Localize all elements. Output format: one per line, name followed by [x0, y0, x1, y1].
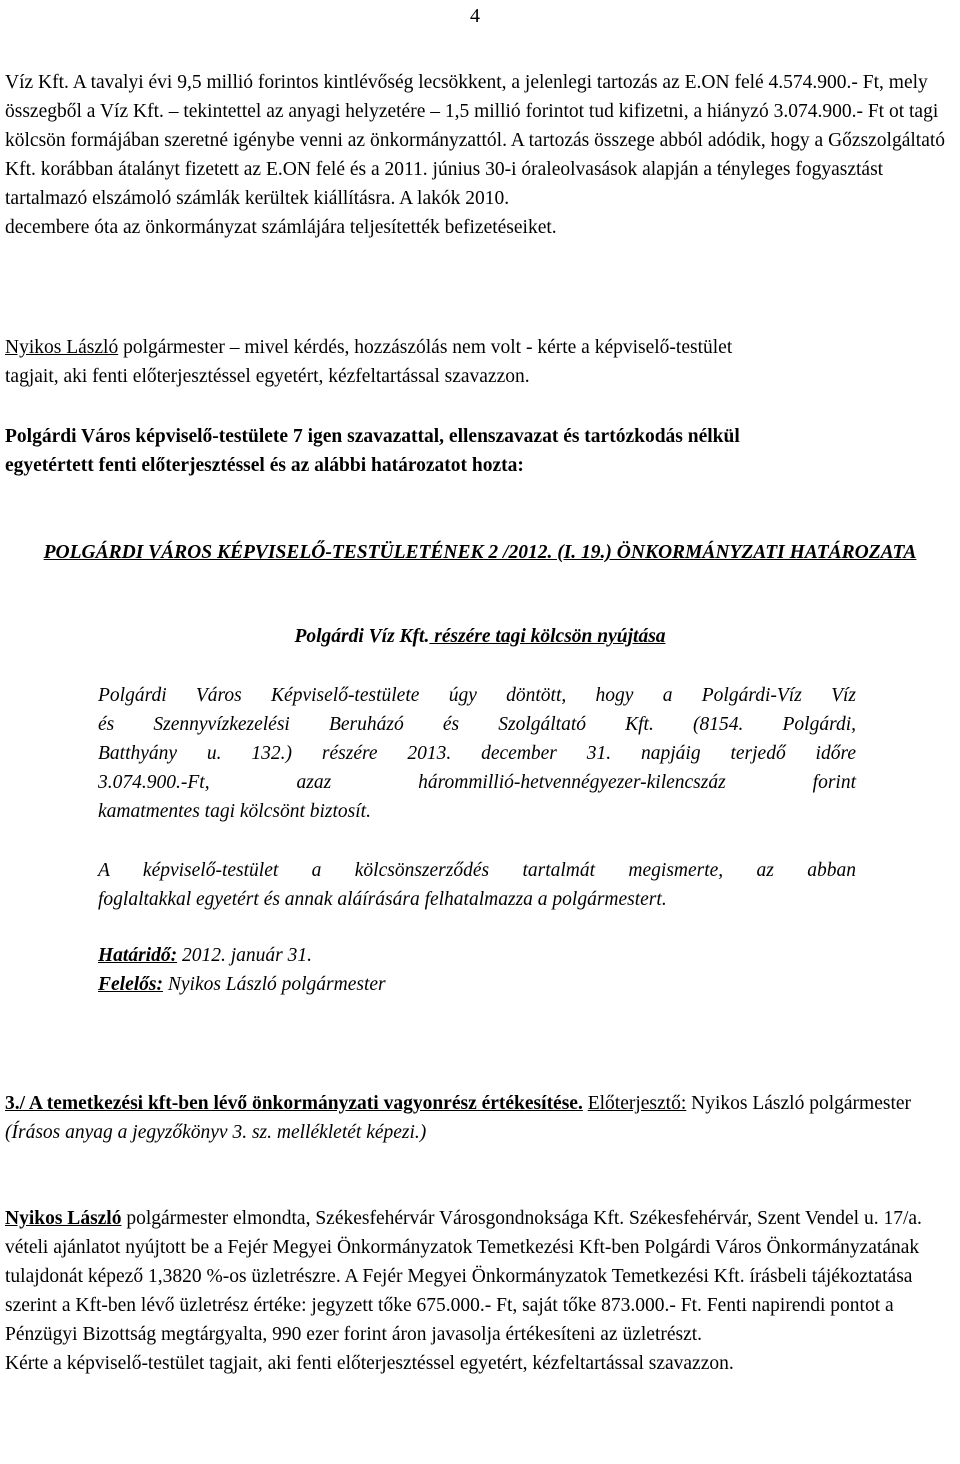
text-line: venni az önkormányzattól. A tartozás összege abból adódik, hogy a Gőzszolgáltató Kft. — [5, 130, 946, 180]
text-line: tagjait, aki fenti előterjesztéssel egyetért, kézfeltartással szavazzon. — [5, 366, 530, 387]
resolution-subtitle: Polgárdi Víz Kft. részére tagi kölcsön nyújtása — [294, 626, 666, 647]
text-line: egyetértett fenti előterjesztéssel és az alábbi határozatot hozta: — [5, 455, 524, 476]
text-line: 3.074.900.-Ft, azaz hárommillió-hetvennégyezer-kilencszáz forint — [98, 772, 856, 793]
resolution-title-line: 2 /2012. (I. 19.) ÖNKORMÁNYZATI HATÁROZATA — [488, 542, 917, 563]
speaker-name: Nyikos László — [5, 1208, 122, 1229]
section-3 — [5, 1089, 955, 1147]
paragraph-mayor-vote-request — [5, 333, 955, 391]
responsible-label: Felelős: — [98, 974, 163, 995]
text-line: korábban átalányt fizetett az E.ON felé és a 2011. június 30-i óraleolvasások alapján a — [40, 159, 712, 180]
text-line: Polgárdi Város képviselő-testülete 7 igen szavazattal, ellenszavazat és tartózkodás nélkül — [5, 426, 740, 447]
text-line: forintot tud kifizetni, a hiányzó 3.074.900.- Ft ot tagi kölcsön formájában szeretné igénybe — [5, 101, 939, 151]
responsible-value: Nyikos László polgármester — [162, 974, 386, 995]
text-line: Fenti napirendi pontot a Pénzügyi Bizottság megtárgyalta, 990 ezer forint áron javasolja — [5, 1295, 894, 1345]
text-line: Nyikos László polgármester – mivel kérdés, hozzászólás nem volt - kérte a képviselő-testület — [5, 337, 733, 358]
attachment-note: (Írásos anyag a jegyzőkönyv 3. sz. mellékletét képezi.) — [5, 1122, 427, 1143]
presenter-value: Nyikos László polgármester — [686, 1093, 912, 1114]
text-line: értékesíteni az üzletrészt. — [505, 1324, 703, 1345]
paragraph-council-decision — [5, 422, 955, 480]
text-line: decembere óta az önkormányzat számlájára teljesítették befizetéseiket. — [5, 217, 557, 238]
text-line: foglaltakkal egyetért és annak aláírására felhatalmazza a polgármestert. — [98, 889, 667, 910]
text-line: Nyikos László polgármester elmondta, Székesfehérvár Városgondnoksága Kft. — [5, 1208, 625, 1229]
text-line: kamatmentes tagi kölcsönt biztosít. — [98, 801, 371, 822]
text-line: Polgárdi Város Képviselő-testülete úgy döntött, hogy a Polgárdi-Víz Víz — [98, 685, 856, 706]
section-heading: 3./ A temetkezési kft-ben lévő önkormányzati vagyonrész értékesítése. — [5, 1093, 583, 1114]
text-line: lévő üzletrész értéke: jegyzett tőke 675.000.- Ft, saját tőke 873.000.- Ft. — [140, 1295, 702, 1316]
presenter-label: Előterjesztő: — [587, 1093, 687, 1114]
resolution-title — [5, 538, 955, 567]
resolution-body-2 — [98, 856, 856, 914]
speaker-name: Nyikos László — [5, 337, 119, 358]
deadline-value: 2012. január 31. — [177, 945, 312, 966]
text-line: A Fejér Megyei Önkormányzatok Temetkezési Kft. írásbeli tájékoztatása szerint a Kft-ben — [5, 1266, 913, 1316]
paragraph-water-debt — [5, 68, 955, 242]
paragraph-purchase-offer — [5, 1204, 955, 1378]
text-line: Kérte a képviselő-testület tagjait, aki fenti előterjesztéssel egyetért, kézfeltartással szavazzon. — [5, 1353, 734, 1374]
deadline-label: Határidő: — [98, 945, 178, 966]
text-line: A képviselő-testület a kölcsönszerződés tartalmát megismerte, az abban — [98, 860, 856, 881]
text-line: és Szennyvízkezelési Beruházó és Szolgáltató Kft. (8154. Polgárdi, — [98, 714, 856, 735]
text-line: 1,3820 %-os üzletrészre. — [147, 1266, 341, 1287]
resolution-title-line: POLGÁRDI VÁROS KÉPVISELŐ-TESTÜLETÉNEK — [43, 542, 484, 563]
text-line: Víz Kft. A tavalyi évi 9,5 millió forintos kintlévőség lecsökkent, a jelenlegi tartozás az E.ON — [5, 72, 730, 93]
page-number: 4 — [470, 5, 480, 27]
resolution-body-1 — [98, 681, 856, 826]
text-line: Önkormányzatok Temetkezési Kft-ben Polgárdi Város Önkormányzatának tulajdonát képező — [5, 1237, 920, 1287]
text-line: tényleges fogyasztást tartalmazó elszámoló számlák kerültek kiállításra. A lakók 2010. — [5, 159, 884, 209]
text-line: Batthyány u. 132.) részére 2013. december 31. napjáig terjedő időre — [98, 743, 856, 764]
text-line: felé 4.574.900.- Ft, mely összegből a Víz Kft. – tekintettel az anyagi helyzetére – 1,5 millió — [5, 72, 928, 122]
resolution-deadline — [98, 941, 856, 999]
text-line: Székesfehérvár, Szent Vendel u. 17/a. vételi ajánlatot nyújtott be a Fejér Megyei — [5, 1208, 922, 1258]
